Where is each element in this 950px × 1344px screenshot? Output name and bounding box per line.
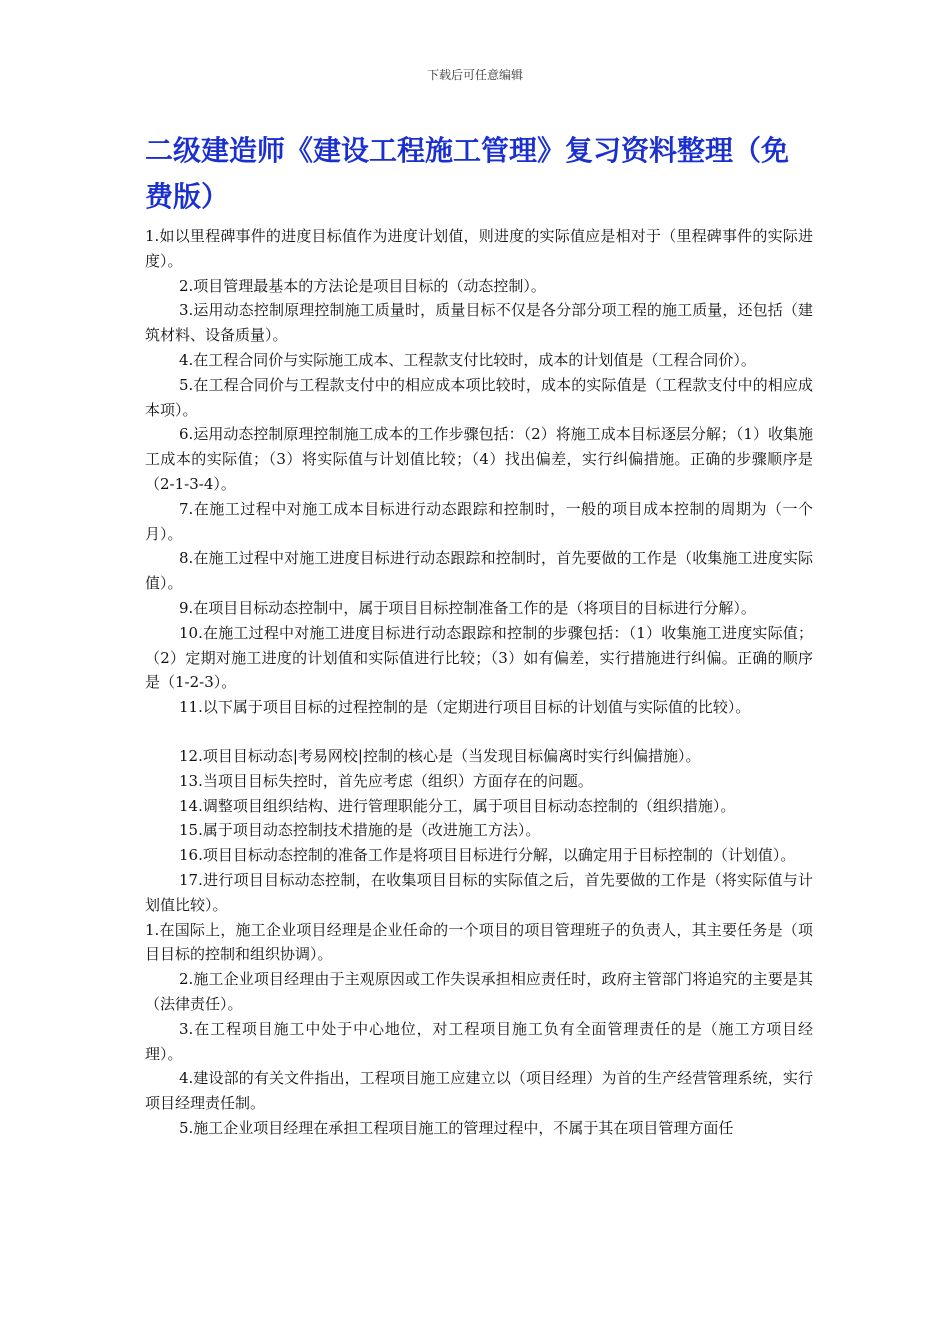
paragraph: 2.施工企业项目经理由于主观原因或工作失误承担相应责任时，政府主管部门将追究的主要是其（法律责任）。 — [145, 970, 813, 1013]
paragraph: 7.在施工过程中对施工成本目标进行动态跟踪和控制时，一般的项目成本控制的周期为（一个月）。 — [145, 499, 813, 543]
paragraph: 4.建设部的有关文件指出，工程项目施工应建立以（项目经理）为首的生产经营管理系统，实行项目经理责任制。 — [145, 1069, 813, 1113]
paragraph: 11.以下属于项目目标的过程控制的是（定期进行项目目标的计划值与实际值的比较）。 — [179, 698, 751, 717]
paragraph: 13.当项目目标失控时，首先应考虑（组织）方面存在的问题。 — [179, 771, 593, 790]
paragraph: 14.调整项目组织结构、进行管理职能分工，属于项目目标动态控制的（组织措施）。 — [179, 796, 736, 815]
paragraph: 15.属于项目动态控制技术措施的是（改进施工方法）。 — [179, 821, 541, 840]
paragraph: 12.项目目标动态|考易网校|控制的核心是（当发现目标偏离时实行纠偏措施）。 — [179, 746, 701, 765]
paragraph: 9.在项目目标动态控制中，属于项目目标控制准备工作的是（将项目的目标进行分解）。 — [179, 598, 756, 617]
paragraph: 4.在工程合同价与实际施工成本、工程款支付比较时，成本的计划值是（工程合同价）。 — [179, 350, 756, 369]
paragraph: 6.运用动态控制原理控制施工成本的工作步骤包括：（2）将施工成本目标逐层分解；（1）收集施工成本的实际值；（3）将实际值与计划值比较；（4）找出偏差，实行纠偏措施。正确的步骤顺序是（2-1-3-4）。 — [145, 425, 813, 493]
header-note: 下载后可任意编辑 — [426, 68, 523, 82]
paragraph: 17.进行项目目标动态控制，在收集项目目标的实际值之后，首先要做的工作是（将实际值与计划值比较）。 — [145, 870, 813, 914]
paragraph: 5.在工程合同价与工程款支付中的相应成本项比较时，成本的实际值是（工程款支付中的相应成本项）。 — [145, 375, 813, 419]
paragraph: 1.如以里程碑事件的进度目标值作为进度计划值，则进度的实际值应是相对于（里程碑事件的实际进度）。 — [145, 227, 813, 270]
paragraph: 16.项目目标动态控制的准备工作是将项目目标进行分解，以确定用于目标控制的（计划值）。 — [179, 846, 796, 865]
document-title: 二级建造师《建设工程施工管理》复习资料整理（免费版） — [145, 134, 790, 213]
paragraph: 2.项目管理最基本的方法论是项目目标的（动态控制）。 — [179, 276, 546, 295]
document-body — [145, 224, 813, 1141]
paragraph: 1.在国际上，施工企业项目经理是企业任命的一个项目的项目管理班子的负责人，其主要任务是（项目目标的控制和组织协调）。 — [145, 920, 813, 964]
paragraph: 3.运用动态控制原理控制施工质量时，质量目标不仅是各分部分项工程的施工质量，还包括（建筑材料、设备质量）。 — [145, 301, 813, 345]
paragraph: 8.在施工过程中对施工进度目标进行动态跟踪和控制时，首先要做的工作是（收集施工进度实际值）。 — [145, 549, 813, 593]
paragraph: 5.施工企业项目经理在承担工程项目施工的管理过程中，不属于其在项目管理方面任 — [179, 1118, 734, 1137]
paragraph: 3.在工程项目施工中处于中心地位，对工程项目施工负有全面管理责任的是（施工方项目经理）。 — [145, 1019, 813, 1063]
paragraph: 10.在施工过程中对施工进度目标进行动态跟踪和控制的步骤包括：（1）收集施工进度实际值；（2）定期对施工进度的计划值和实际值进行比较；（3）如有偏差，实行措施进行纠偏。正确的顺序是（1-2-3）。 — [145, 623, 813, 692]
